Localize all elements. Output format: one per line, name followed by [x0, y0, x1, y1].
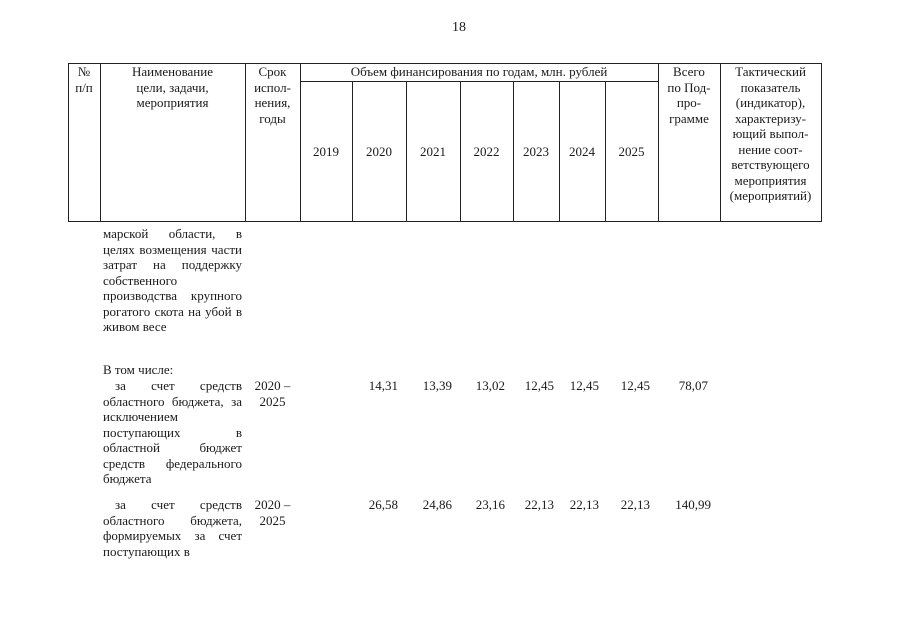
row-value: 13,02	[475, 378, 505, 393]
header-funding: Объем финансирования по годам, млн. рублей	[350, 64, 608, 79]
row-total: 78,07	[678, 378, 708, 393]
header-year: 2021	[420, 144, 446, 159]
row-value: 12,45	[569, 378, 599, 393]
row-term: 2020 – 2025	[254, 378, 291, 409]
header-year: 2022	[473, 144, 500, 159]
row-name: за счет средств областного бюджета, за исключением поступающих в областной бюджет средств федерального бюджета	[103, 378, 242, 486]
row-value: 22,13	[524, 497, 554, 512]
including-label: В том числе:	[103, 362, 174, 377]
header-year: 2020	[366, 144, 392, 159]
row-value: 14,31	[368, 378, 398, 393]
row-value: 12,45	[620, 378, 650, 393]
page-number: 18	[452, 20, 466, 35]
header-year: 2023	[523, 144, 549, 159]
row-value: 22,13	[569, 497, 599, 512]
header-term: Срок испол- нения, годы	[254, 64, 291, 126]
header-year: 2019	[313, 144, 339, 159]
intro-text: марской области, в целях возмещения части затрат на поддержку собственного производства крупного рогатого скота на убой в живом весе	[103, 226, 242, 334]
row-name: за счет средств областного бюджета, формируемых за счет поступающих в	[103, 497, 242, 559]
row-value: 23,16	[475, 497, 505, 512]
row-value: 26,58	[368, 497, 398, 512]
row-term: 2020 – 2025	[254, 497, 291, 528]
header-name: Наименование цели, задачи, мероприятия	[132, 64, 213, 110]
row-value: 22,13	[620, 497, 650, 512]
row-value: 12,45	[524, 378, 554, 393]
header-num: № п/п	[75, 64, 93, 95]
header-total: Всего по Под- про- грамме	[667, 64, 711, 126]
row-value: 24,86	[422, 497, 452, 512]
header-year: 2025	[618, 144, 645, 159]
header-indicator: Тактический показатель (индикатор), характеризу- ющий выпол- нение соот- ветствующего мероприятия (мероприятий)	[729, 64, 812, 203]
header-year: 2024	[569, 144, 595, 159]
row-value: 13,39	[422, 378, 452, 393]
row-total: 140,99	[675, 497, 711, 512]
